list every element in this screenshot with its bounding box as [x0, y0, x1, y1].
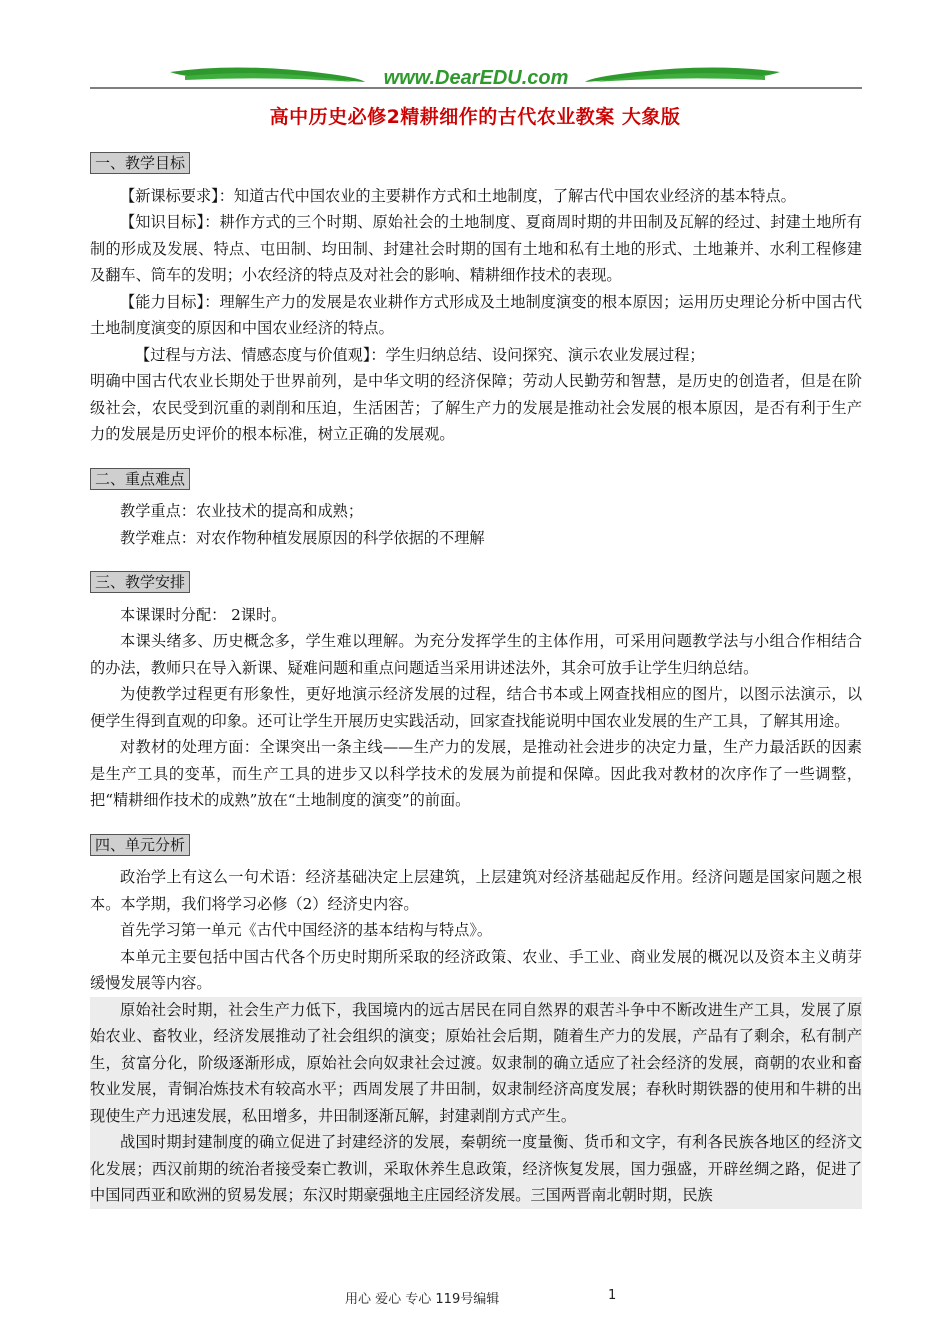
paragraph: 本单元主要包括中国古代各个历史时期所采取的经济政策、农业、手工业、商业发展的概况以及资本主义萌芽缓慢发展等内容。: [90, 947, 862, 992]
section-unit-analysis: [90, 832, 862, 1209]
footer-editor-text: 用心 爱心 专心 119号编辑: [345, 1292, 500, 1307]
header-banner: [90, 62, 862, 96]
paragraph: 首先学习第一单元《古代中国经济的基本结构与特点》。: [120, 921, 493, 939]
paragraph: 战国时期封建制度的确立促进了封建经济的发展，秦朝统一度量衡、货币和文字，有利各民族各地区的经济文化发展；西汉前期的统治者接受秦亡教训，采取休养生息政策，经济恢复发展，国力强盛，开辟丝绸之路，促进了中国同西亚和欧洲的贸易发展；东汉时期豪强地主庄园经济发展。三国两晋南北朝时期，民族: [90, 1129, 862, 1209]
paragraph: 为使教学过程更有形象性，更好地演示经济发展的过程，结合书本或上网查找相应的图片，以图示法演示，以便学生得到直观的印象。还可让学生开展历史实践活动，回家查找能说明中国农业发展的生产工具，了解其用途。: [90, 685, 862, 730]
section-key-points: [90, 466, 862, 552]
section-heading: 三、教学安排: [90, 571, 190, 593]
paragraph: 【能力目标】：理解生产力的发展是农业耕作方式形成及土地制度演变的根本原因；运用历史理论分析中国古代土地制度演变的原因和中国农业经济的特点。: [90, 292, 862, 337]
paragraph: 本课头绪多、历史概念多，学生难以理解。为充分发挥学生的主体作用，可采用问题教学法与小组合作相结合的办法，教师只在导入新课、疑难问题和重点问题适当采用讲述法外，其余可放手让学生归纳总结。: [90, 632, 862, 677]
banner-text: www.DearEDU.com: [383, 67, 569, 89]
section-heading: 四、单元分析: [90, 834, 190, 856]
section-heading: 二、重点难点: [90, 468, 190, 490]
paragraph: 【新课标要求】：知道古代中国农业的主要耕作方式和土地制度，了解古代中国农业经济的基本特点。: [120, 186, 796, 205]
paragraph: 教学重点：农业技术的提高和成熟；: [120, 502, 363, 520]
paragraph: 教学难点：对农作物种植发展原因的科学依据的不理解: [120, 528, 485, 547]
document-body: [90, 150, 862, 1223]
paragraph: 对教材的处理方面：全课突出一条主线——生产力的发展，是推动社会进步的决定力量，生产力最活跃的因素是生产工具的变革，而生产工具的进步又以科学技术的发展为前提和保障。因此我对教材的次序作了一些调整，把“精耕细作技术的成熟”放在“土地制度的演变”的前面。: [90, 738, 862, 809]
section-teaching-goals: [90, 150, 862, 448]
page-number: 1: [608, 1288, 617, 1303]
paragraph: 原始社会时期，社会生产力低下，我国境内的远古居民在同自然界的艰苦斗争中不断改进生产工具，发展了原始农业、畜牧业，经济发展推动了社会组织的演变；原始社会后期，随着生产力的发展，产品有了剩余，私有制产生，贫富分化，阶级逐渐形成，原始社会向奴隶社会过渡。奴隶制的确立适应了社会经济的发展，商朝的农业和畜牧业发展，青铜冶炼技术有较高水平；西周发展了井田制，奴隶制经济高度发展；春秋时期铁器的使用和牛耕的出现使生产力迅速发展，私田增多，井田制逐渐瓦解，封建剥削方式产生。: [90, 997, 862, 1130]
paragraph: 【过程与方法、情感态度与价值观】：学生归纳总结、设问探究、演示农业发展过程；: [135, 345, 705, 364]
paragraph: 明确中国古代农业长期处于世界前列，是中华文明的经济保障；劳动人民勤劳和智慧，是历史的创造者，但是在阶级社会，农民受到沉重的剥削和压迫，生活困苦；了解生产力的发展是推动社会发展的根本原因，是否有利于生产力的发展是历史评价的根本标准，树立正确的发展观。: [90, 372, 862, 443]
section-teaching-arrangement: [90, 569, 862, 814]
paragraph: 本课课时分配： 2课时。: [120, 605, 287, 624]
paragraph: 【知识目标】：耕作方式的三个时期、原始社会的土地制度、夏商周时期的井田制及瓦解的经过、封建土地所有制的形成及发展、特点、屯田制、均田制、封建社会时期的国有土地和私有土地的形式、土地兼并、水利工程修建及翻车、筒车的发明；小农经济的特点及对社会的影响、精耕细作技术的表现。: [90, 213, 862, 284]
section-heading: 一、教学目标: [90, 152, 190, 174]
document-title: 高中历史必修2精耕细作的古代农业教案 大象版: [269, 106, 681, 128]
paragraph: 政治学上有这么一句术语：经济基础决定上层建筑，上层建筑对经济基础起反作用。经济问题是国家问题之根本。本学期，我们将学习必修（2）经济史内容。: [90, 868, 862, 913]
banner-logo-graphic: [90, 62, 862, 96]
